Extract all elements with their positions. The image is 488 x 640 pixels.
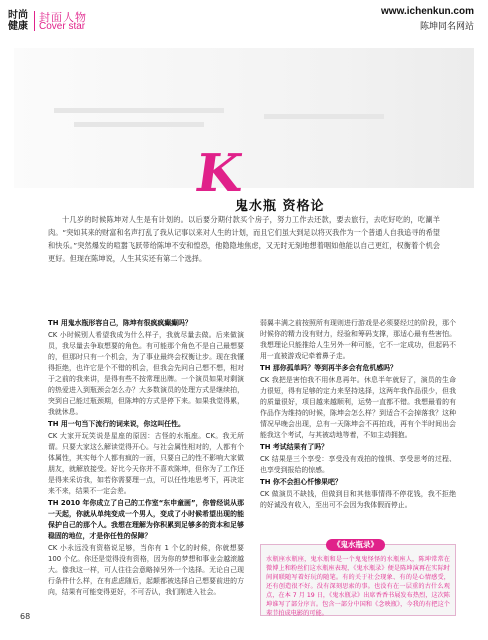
- column-name-cn: 封面人物: [39, 11, 87, 24]
- site-url[interactable]: www.ichenkun.com: [381, 6, 474, 17]
- site-header: [381, 6, 474, 32]
- interview-question: TH 那你孤单吗？等到再半多会有危机感吗？: [260, 364, 397, 372]
- page-number: 68: [20, 612, 31, 621]
- header-brand: [8, 10, 28, 32]
- big-k-letter: K: [191, 143, 246, 204]
- header-divider: [34, 11, 35, 31]
- right-column: [260, 318, 456, 512]
- interview-answer: CK 结果是三个享受：享受没有戏拍的惶惧、享受思考的过程、也享受到报给的惊感。: [260, 455, 456, 474]
- brand-line-1: 时尚: [8, 10, 28, 21]
- article-title: 鬼水瓶 资格论: [235, 199, 325, 214]
- interview-question: TH 2010 年你成立了自己的工作室“东申童画”，你曾经说从那一天起，你就从单纯变成一个男人，变成了小时候希望出现的能保护自己的那个人。我想在理解为你积累到足够多的资本和足够稳固的地位，才是你任性的保障？: [48, 499, 244, 540]
- interview-answer: CK 大家开玩笑说是星座的原因：古怪的水瓶座。CK。我无所谓。只要大家这么解读觉得开心。与社会属性相对的，人都有个体属性，其实每个人都有疯的一面，只要自己的性不影响大家做朋友，就解放接受。好比今天你并不喜欢陈坤，但你为了工作还是得来采访我，如若你需要理一点，可以任性地思考下，再决定来不来，结果不一定会差。: [48, 432, 244, 495]
- article-intro: 十几岁的时候陈坤对人生是有计划的。以后要分期付款买个房子，努力工作去还款，要去旅行，去吃好吃的，吃涮羊肉。“突如其来的财富和名声打乱了我从记事以来对人生的计划，而且它们虽大到足以将灭我作为一个普通人自我追寻的希望和快乐。”突然爆发的喧嚣飞跃带给陈坤不安和惶恐，他隐隐地焦虑，又无时无刻地想着咽如他能以自己更红，权衡着个机会更好。但现在陈坤说，人生其实还有第二个选择。: [48, 215, 440, 263]
- sidebar-title-badge: 《鬼水瓶录》: [326, 539, 385, 551]
- interview-answer: 弱翼丰满之前按照所有现则进行游戏是必须要经过的阶段，那个时候你的精力没有财力，经验和筹码支撑，那适心最有些害怕。我想理论只能推给人生另外一种可能，它不一定成功，但起码不用一直被游戏记牵着鼻子走。: [260, 319, 456, 360]
- interview-question: TH 用一句当下流行的词来说，你这叫任性。: [48, 420, 185, 428]
- sidebar-body: 水瓶座水瓶座，鬼水瓶和是一个鬼鬼怪怪的水瓶座人，陈坤常常在微博上和粉丝们这水瓶座表现，《鬼水瓶录》便是陈坤演再在实际时间间联随写着好玩的随笔。有的关于社会现象、有的是心情感受，还有创造很不好。没有深刻思索的事。也没有在一层重的古什么观点，在本 7 月 19 日，《鬼水瓶录》出席香香书展发布热烈，这次陈坤谁写了部分序言。包含一部分中国和《念映瓶》，今我的有把这个辈节拍成电影的可能。: [266, 556, 450, 617]
- interview-question: TH 用鬼水瓶形容自己，陈坤有很疯疯癫癫吗？: [48, 319, 192, 327]
- brand-line-2: 健康: [8, 21, 28, 32]
- interview-question: TH 考试结果有了吗？: [260, 443, 328, 451]
- left-column: [48, 318, 244, 599]
- photo-streak: [54, 108, 224, 113]
- site-name: 陈坤同名网站: [419, 22, 474, 32]
- column-name-en: Cover star: [39, 21, 86, 32]
- photo-streak: [264, 114, 384, 119]
- sidebar-box: [260, 540, 456, 617]
- interview-question: TH 你不会担心忏惨果吧？: [260, 478, 342, 486]
- hero-photo: [14, 48, 474, 188]
- interview-answer: CK 做演员不缺钱，但做到目和其他事情得不停花钱，我不拒绝的好诚没有收入，至出可不会因为我体假而停止。: [260, 490, 456, 509]
- photo-streak: [74, 122, 204, 127]
- interview-answer: CK 小时候别人希望我成为什么样子，我就尽量去做。后来做演员，我尽量去争取想要的角色。有可能那个角色不是自己最想要的，但那时只有一个机会，为了事业最终会权衡让步。现在我懂得拒绝，也许它是个不错的机会，但我会先问自己想不想，相对于之前的我来讲，是得有些不按常理出牌。一个演员如果对剩演的热爱进入到瓶颈会怎么办？大多数演员的处理方式是继续拍，突到自己能过瓶颈期，但陈坤的方式是停下来。如果我觉得累，我就休息。: [48, 331, 244, 416]
- interview-answer: CK 我把是害怕我不用休息再年。休息半年就好了，演员的生命力很短，得有足够的定力来坚持选择，这两年我作品很少，但我的质量很好，项目越来越顺利，运势一直都不错。我想最看的有作品作为维持的时候，陈坤会怎么样？到适合不会掉落我？这种情况早晚会出现，总有一天陈坤会不再拍戏，再有个半时间出会能我这个考试，与其被动地等着，不如主动拥抱。: [260, 376, 456, 439]
- interview-answer: CK 小永远没有资格说足够，当你有 1 个亿的时候，你就想要100 个亿。你还是觉得没有资格，因为你的梦想和事业会越滚越大。像我这一样，可人往往会意略掉另外一个选择。无论自己现行条件什么样，在有虑虑随后，起颠都被选择自己想要前进的方向，结果有可能变得更好，不可否认，我们刚进入社会。: [48, 544, 244, 596]
